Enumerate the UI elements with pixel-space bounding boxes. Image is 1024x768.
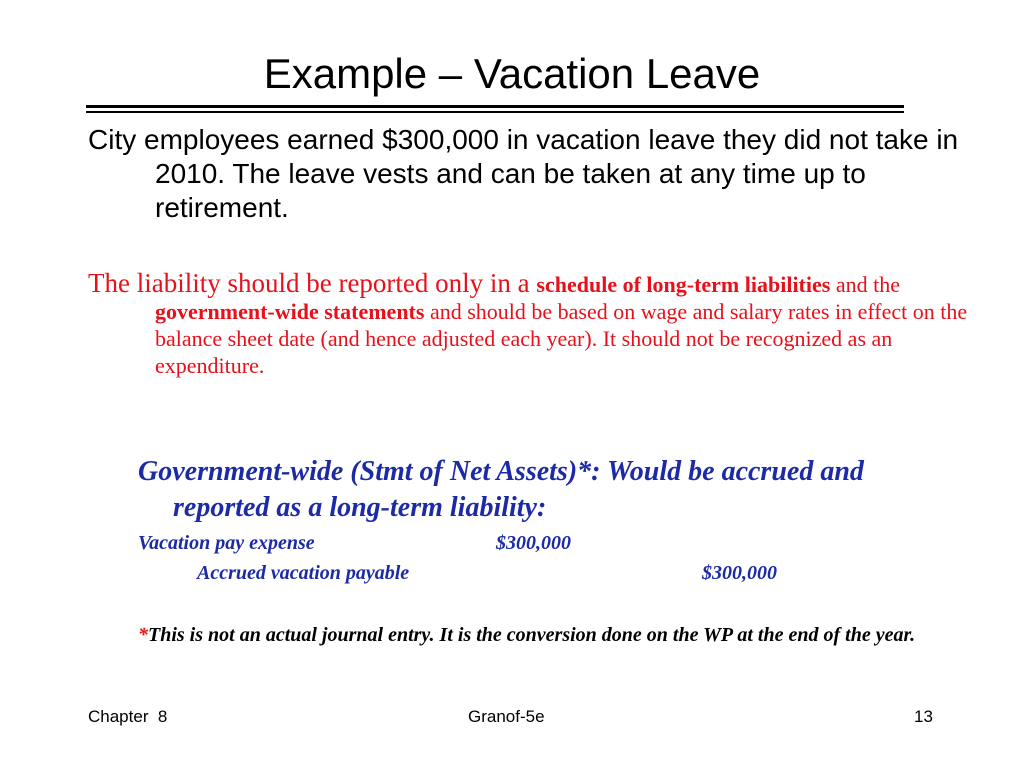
- liability-mid-text: and the: [830, 272, 900, 297]
- statements-emphasis: government-wide statements: [155, 299, 425, 324]
- schedule-emphasis: schedule of long-term liabilities: [536, 272, 831, 297]
- journal-credit-account: Accrued vacation payable: [197, 562, 410, 584]
- government-wide-heading: Government-wide (Stmt of Net Assets)*: Would be accrued and reported as a long-term liability:: [138, 456, 864, 523]
- footnote-asterisk: *: [138, 624, 148, 646]
- title-rule-bottom: [86, 111, 904, 113]
- liability-paragraph: [88, 270, 985, 379]
- title-rule-top: [86, 105, 904, 108]
- footer-chapter: Chapter 8: [88, 707, 168, 726]
- footnote-text: This is not an actual journal entry. It is the conversion done on the WP at the end of the year.: [148, 624, 916, 646]
- footer-page-number: 13: [914, 707, 933, 726]
- journal-debit-amount: $300,000: [496, 532, 571, 554]
- scenario-paragraph: City employees earned $300,000 in vacation leave they did not take in 2010. The leave vests and can be taken at any time up to retirement.: [88, 124, 959, 223]
- slide-title: Example – Vacation Leave: [263, 50, 761, 97]
- journal-credit-amount: $300,000: [702, 562, 777, 584]
- journal-debit-account: Vacation pay expense: [138, 532, 315, 554]
- liability-tail-text: and should be based on wage and salary rates in effect on the balance sheet date (and hence adjusted each year). It should not be recognized as an expenditure.: [155, 299, 968, 378]
- footnote: [138, 623, 976, 647]
- footer-book: Granof-5e: [468, 707, 545, 726]
- liability-lead-text: The liability should be reported only in a: [88, 268, 537, 298]
